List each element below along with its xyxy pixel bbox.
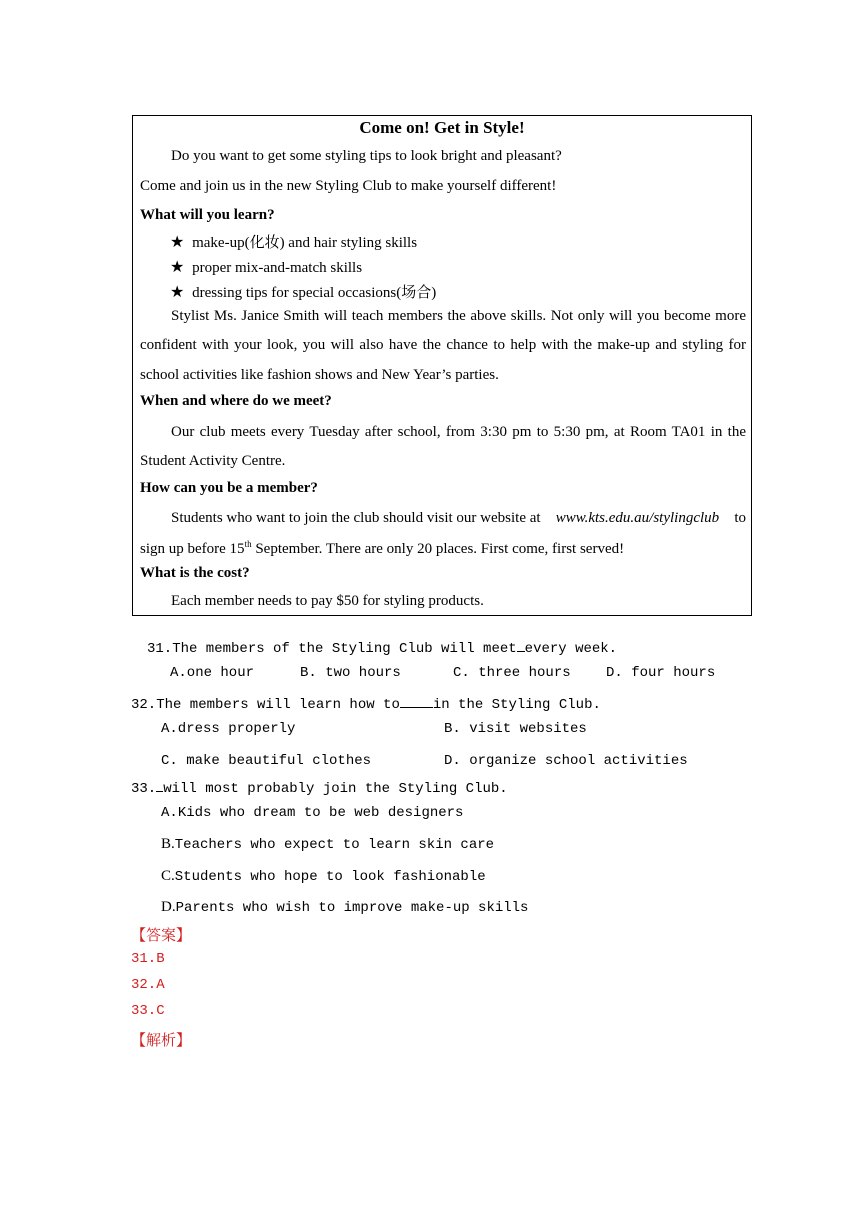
option-c: C. three hours <box>453 665 571 681</box>
analysis-label: 【解析】 <box>131 1033 192 1049</box>
cost-para: Each member needs to pay $50 for styling products. <box>171 593 484 609</box>
passage-title: Come on! Get in Style! <box>359 118 525 137</box>
stylist-para-line-1: Stylist Ms. Janice Smith will teach members the above skills. Not only will you become more <box>171 308 746 324</box>
question-text: will most probably join the Styling Club. <box>163 781 508 797</box>
option-letter: A. <box>161 805 178 821</box>
answer-label: 【答案】 <box>131 928 192 944</box>
member-para-line-2 <box>140 539 624 558</box>
option-b <box>161 836 494 853</box>
option-a <box>161 805 463 821</box>
answer-blank <box>400 695 433 708</box>
star-icon: ★ <box>170 284 185 301</box>
option-a: A.one hour <box>170 665 255 681</box>
ordinal-suffix: th <box>244 539 252 549</box>
option-d <box>161 899 528 916</box>
answer-blank <box>517 639 525 652</box>
option-c <box>161 868 486 885</box>
heading-cost: What is the cost? <box>140 565 250 581</box>
website-url[interactable]: www.kts.edu.au/stylingclub <box>555 510 720 526</box>
option-c: C. make beautiful clothes <box>161 753 372 769</box>
question-text: 31.The members of the Styling Club will meet <box>147 641 517 657</box>
option-text: Teachers who expect to learn skin care <box>174 837 495 853</box>
question-33 <box>131 779 508 797</box>
learn-item <box>170 257 362 277</box>
star-icon: ★ <box>170 259 185 276</box>
learn-item <box>170 231 417 252</box>
question-32 <box>131 695 601 713</box>
stylist-para-line-2: confident with your look, you will also have the chance to help with the make-up and styling for <box>140 337 746 353</box>
learn-item-text: proper mix-and-match skills <box>192 260 363 276</box>
option-text: Parents who wish to improve make-up skills <box>175 900 529 916</box>
member-line-text: to <box>734 510 746 526</box>
heading-learn: What will you learn? <box>140 207 275 223</box>
option-text: Students who hope to look fashionable <box>174 869 486 885</box>
member-line-text: September. There are only 20 places. First come, first served! <box>251 541 625 557</box>
learn-item-text: make-up(化妆) and hair styling skills <box>192 235 418 251</box>
stylist-para-line-3: school activities like fashion shows and New Year’s parties. <box>140 367 499 383</box>
answer-item: 31.B <box>131 951 165 967</box>
answer-item: 32.A <box>131 977 165 993</box>
star-icon: ★ <box>170 234 185 251</box>
option-text: Kids who dream to be web designers <box>177 805 464 821</box>
option-letter: C. <box>161 868 175 884</box>
question-text: every week. <box>524 641 618 657</box>
question-31 <box>147 639 617 657</box>
meet-para-line-2: Student Activity Centre. <box>140 453 286 469</box>
heading-meet: When and where do we meet? <box>140 393 332 409</box>
meet-para-line-1: Our club meets every Tuesday after school, from 3:30 pm to 5:30 pm, at Room TA01 in the <box>171 424 746 440</box>
question-text: in the Styling Club. <box>432 697 601 713</box>
option-letter: B. <box>161 836 175 852</box>
option-a: A.dress properly <box>161 721 296 737</box>
option-letter: D. <box>161 899 176 915</box>
member-line-text: Students who want to join the club should visit our website at <box>171 510 541 526</box>
option-b: B. two hours <box>300 665 401 681</box>
intro-line-1: Do you want to get some styling tips to look bright and pleasant? <box>171 148 562 164</box>
learn-item-text: dressing tips for special occasions(场合) <box>192 285 437 301</box>
heading-member: How can you be a member? <box>140 480 318 496</box>
learn-item <box>170 281 436 302</box>
question-text: 33. <box>131 781 157 797</box>
question-text: 32.The members will learn how to <box>131 697 400 713</box>
intro-line-2: Come and join us in the new Styling Club to make yourself different! <box>140 178 557 194</box>
option-d: D. organize school activities <box>444 753 688 769</box>
option-d: D. four hours <box>606 665 716 681</box>
option-b: B. visit websites <box>444 721 587 737</box>
member-para-line-1 <box>171 510 746 527</box>
answer-item: 33.C <box>131 1003 165 1019</box>
member-line-text: sign up before 15 <box>140 541 245 557</box>
